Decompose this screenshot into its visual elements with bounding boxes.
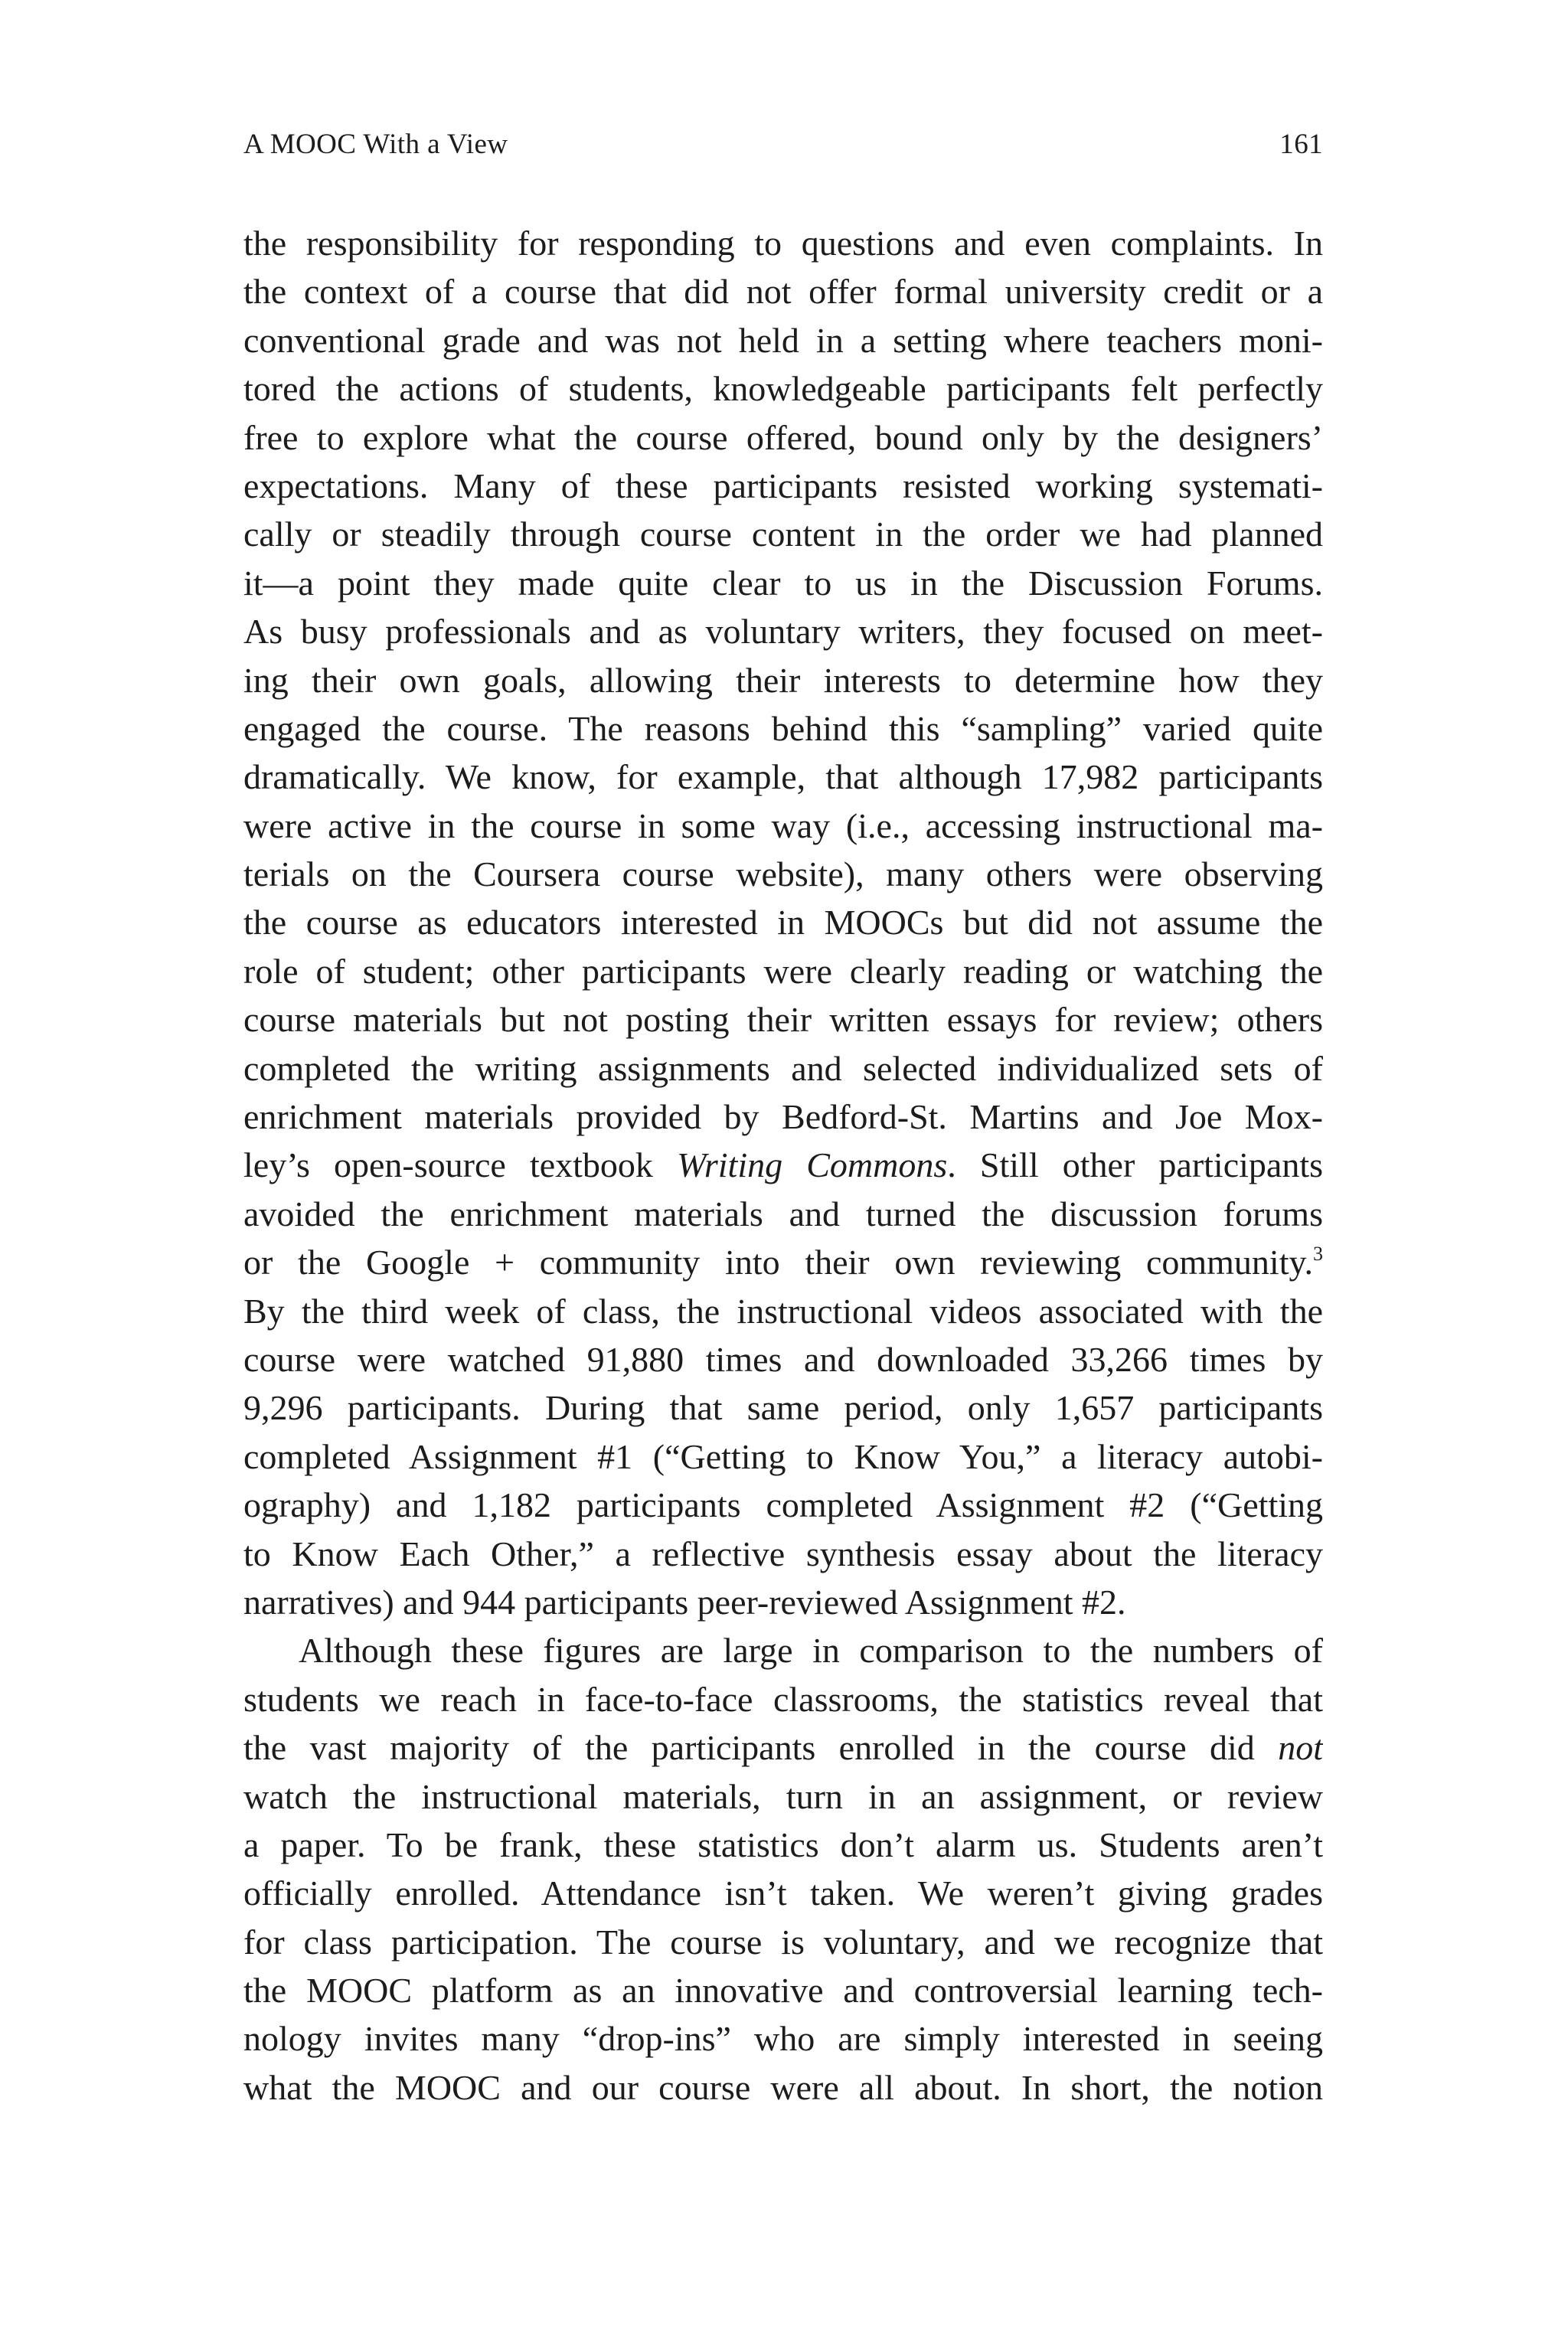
- text-line: tored the actions of students, knowledgeable participants felt perfectly: [243, 369, 1323, 409]
- text-line: nology invites many “drop-ins” who are simply interested in seeing: [243, 2019, 1323, 2059]
- text-line: terials on the Coursera course website), many others were observing: [243, 854, 1323, 894]
- text-line: for class participation. The course is voluntary, and we recognize that: [243, 1922, 1323, 1962]
- text-line-with-footnote: [243, 1238, 1323, 1286]
- text-line: enrichment materials provided by Bedford-St. Martins and Joe Mox-: [243, 1097, 1323, 1137]
- emphasis-italic: not: [1278, 1728, 1323, 1768]
- text-line: completed Assignment #1 (“Getting to Know You,” a literacy autobi-: [243, 1436, 1323, 1476]
- text-line: expectations. Many of these participants resisted working systemati-: [243, 466, 1323, 505]
- text-line: ography) and 1,182 participants completed Assignment #2 (“Getting: [243, 1485, 1323, 1525]
- text-line: the context of a course that did not offer formal university credit or a: [243, 272, 1323, 312]
- text-line: cally or steadily through course content in the order we had planned: [243, 514, 1323, 554]
- text-line: students we reach in face-to-face classrooms, the statistics reveal that: [243, 1679, 1323, 1719]
- text-line: the MOOC platform as an innovative and controversial learning tech-: [243, 1971, 1323, 2011]
- footnote-marker[interactable]: 3: [1313, 1243, 1323, 1266]
- text-line: narratives) and 944 participants peer-reviewed Assignment #2.: [243, 1582, 1126, 1622]
- text-line: watch the instructional materials, turn in an assignment, or review: [243, 1776, 1323, 1816]
- text-line: 9,296 participants. During that same period, only 1,657 participants: [243, 1388, 1323, 1428]
- text-line: engaged the course. The reasons behind this “sampling” varied quite: [243, 708, 1323, 748]
- text-segment: . Still other participants: [947, 1145, 1323, 1185]
- text-line: Although these figures are large in comparison to the numbers of: [299, 1631, 1323, 1671]
- text-line: free to explore what the course offered, bound only by the designers’: [243, 417, 1323, 457]
- text-line: were active in the course in some way (i.e., accessing instructional ma-: [243, 805, 1323, 845]
- text-line: a paper. To be frank, these statistics don’t alarm us. Students aren’t: [243, 1824, 1323, 1864]
- text-line: course materials but not posting their written essays for review; others: [243, 1000, 1323, 1040]
- paragraph-1: [243, 219, 1323, 1626]
- text-line: course were watched 91,880 times and downloaded 33,266 times by: [243, 1339, 1323, 1379]
- text-line-with-emphasis: [243, 1723, 1323, 1772]
- text-line: the responsibility for responding to questions and even complaints. In: [243, 224, 1323, 263]
- text-segment: or the Google + community into their own reviewing community.: [243, 1243, 1313, 1282]
- body-text: [243, 219, 1323, 2112]
- text-line: As busy professionals and as voluntary writers, they focused on meet-: [243, 612, 1323, 652]
- text-line: completed the writing assignments and selected individualized sets of: [243, 1048, 1323, 1088]
- text-line: role of student; other participants were clearly reading or watching the: [243, 951, 1323, 991]
- text-line: what the MOOC and our course were all about. In short, the notion: [243, 2067, 1323, 2107]
- text-line: officially enrolled. Attendance isn’t taken. We weren’t giving grades: [243, 1873, 1323, 1913]
- text-line: By the third week of class, the instructional videos associated with the: [243, 1291, 1323, 1331]
- text-segment: the vast majority of the participants enrolled in the course did: [243, 1728, 1279, 1768]
- page-number: 161: [1279, 129, 1323, 160]
- text-line: it—a point they made quite clear to us in the Discussion Forums.: [243, 563, 1323, 603]
- text-line: avoided the enrichment materials and turned the discussion forums: [243, 1194, 1323, 1233]
- text-line: the course as educators interested in MOOCs but did not assume the: [243, 903, 1323, 942]
- book-title-italic: Writing Commons: [677, 1145, 948, 1185]
- text-line: dramatically. We know, for example, that although 17,982 participants: [243, 757, 1323, 797]
- paragraph-2: [243, 1626, 1323, 2112]
- text-line-with-italic-title: [243, 1141, 1323, 1189]
- running-title: A MOOC With a View: [243, 129, 508, 160]
- text-line: conventional grade and was not held in a setting where teachers moni-: [243, 320, 1323, 360]
- text-line: ing their own goals, allowing their interests to determine how they: [243, 660, 1323, 700]
- text-segment: ley’s open-source textbook: [243, 1145, 678, 1185]
- text-line: to Know Each Other,” a reflective synthesis essay about the literacy: [243, 1534, 1323, 1573]
